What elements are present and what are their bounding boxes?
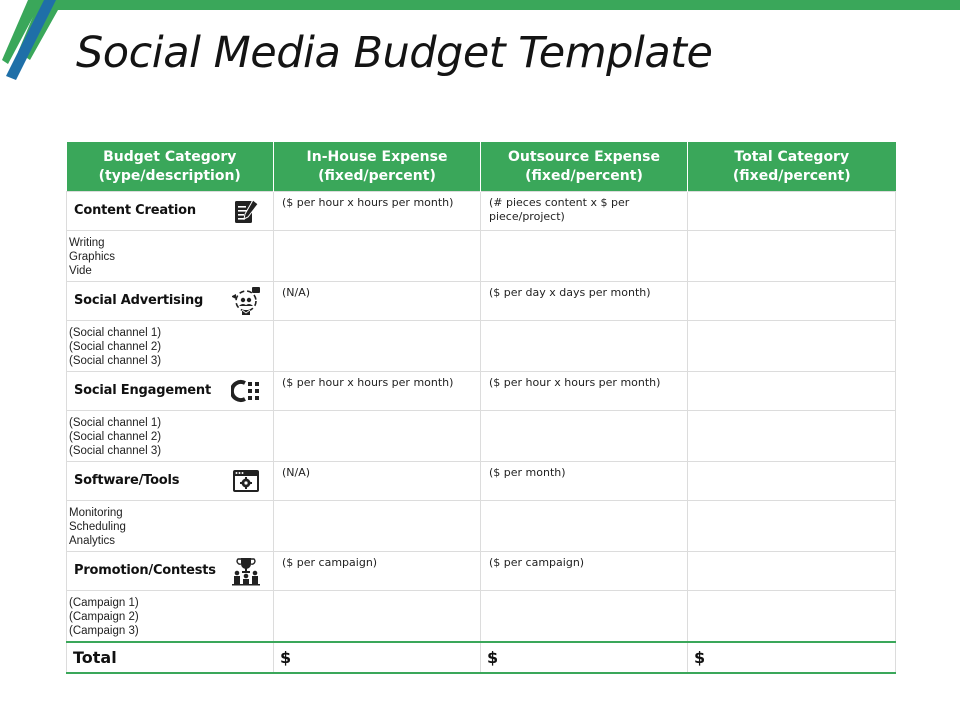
header-outsource-expense: Outsource Expense (fixed/percent) bbox=[481, 142, 688, 192]
total-category bbox=[688, 462, 895, 466]
inhouse-expense: ($ per campaign) bbox=[282, 556, 378, 569]
category-row-social-engagement bbox=[67, 372, 896, 411]
category-row-content-creation bbox=[67, 192, 896, 231]
subitems-row-promotion-contests bbox=[67, 591, 896, 643]
total-inhouse: $ bbox=[280, 647, 292, 667]
document-edit-icon bbox=[231, 196, 261, 226]
browser-gear-icon bbox=[231, 466, 261, 496]
inhouse-expense: ($ per hour x hours per month) bbox=[282, 376, 454, 389]
header-total-category: Total Category (fixed/percent) bbox=[688, 142, 896, 192]
table-header-row bbox=[67, 142, 896, 192]
inhouse-expense: (N/A) bbox=[282, 286, 311, 299]
category-name: Content Creation bbox=[74, 203, 196, 218]
subitems-row-social-advertising bbox=[67, 321, 896, 372]
total-category bbox=[688, 552, 895, 556]
category-name: Promotion/Contests bbox=[74, 563, 216, 578]
subitem-list: (Social channel 1) (Social channel 2) (Social channel 3) bbox=[69, 417, 162, 457]
subitem-list: (Campaign 1) (Campaign 2) (Campaign 3) bbox=[69, 597, 139, 637]
social-network-icon bbox=[231, 286, 261, 316]
category-name: Social Advertising bbox=[74, 293, 204, 308]
subitems-row-social-engagement bbox=[67, 411, 896, 462]
outsource-expense: (# pieces content x $ per piece/project) bbox=[489, 196, 630, 223]
budget-table bbox=[66, 142, 896, 674]
inhouse-expense: ($ per hour x hours per month) bbox=[282, 196, 454, 209]
total-outsource: $ bbox=[487, 647, 499, 667]
engagement-icon bbox=[231, 376, 261, 406]
outsource-expense: ($ per hour x hours per month) bbox=[489, 376, 661, 389]
total-category bbox=[688, 282, 895, 286]
category-row-social-advertising bbox=[67, 282, 896, 321]
total-category bbox=[688, 372, 895, 376]
category-name: Software/Tools bbox=[74, 473, 180, 488]
subitem-list: Writing Graphics Vide bbox=[69, 237, 116, 277]
subitem-list: (Social channel 1) (Social channel 2) (Social channel 3) bbox=[69, 327, 162, 367]
outsource-expense: ($ per day x days per month) bbox=[489, 286, 651, 299]
inhouse-expense: (N/A) bbox=[282, 466, 311, 479]
subitems-row-software-tools bbox=[67, 501, 896, 552]
total-label: Total bbox=[73, 647, 117, 667]
category-name: Social Engagement bbox=[74, 383, 211, 398]
total-category bbox=[688, 192, 895, 196]
subitems-row-content-creation bbox=[67, 231, 896, 282]
category-row-software-tools bbox=[67, 462, 896, 501]
subitem-list: Monitoring Scheduling Analytics bbox=[69, 507, 126, 547]
header-inhouse-expense: In-House Expense (fixed/percent) bbox=[274, 142, 481, 192]
total-row bbox=[67, 642, 896, 673]
header-budget-category: Budget Category (type/description) bbox=[67, 142, 274, 192]
category-row-promotion-contests bbox=[67, 552, 896, 591]
outsource-expense: ($ per month) bbox=[489, 466, 566, 479]
trophy-people-icon bbox=[231, 556, 261, 586]
page-title: Social Media Budget Template bbox=[76, 28, 713, 78]
total-category-sum: $ bbox=[694, 647, 706, 667]
outsource-expense: ($ per campaign) bbox=[489, 556, 585, 569]
